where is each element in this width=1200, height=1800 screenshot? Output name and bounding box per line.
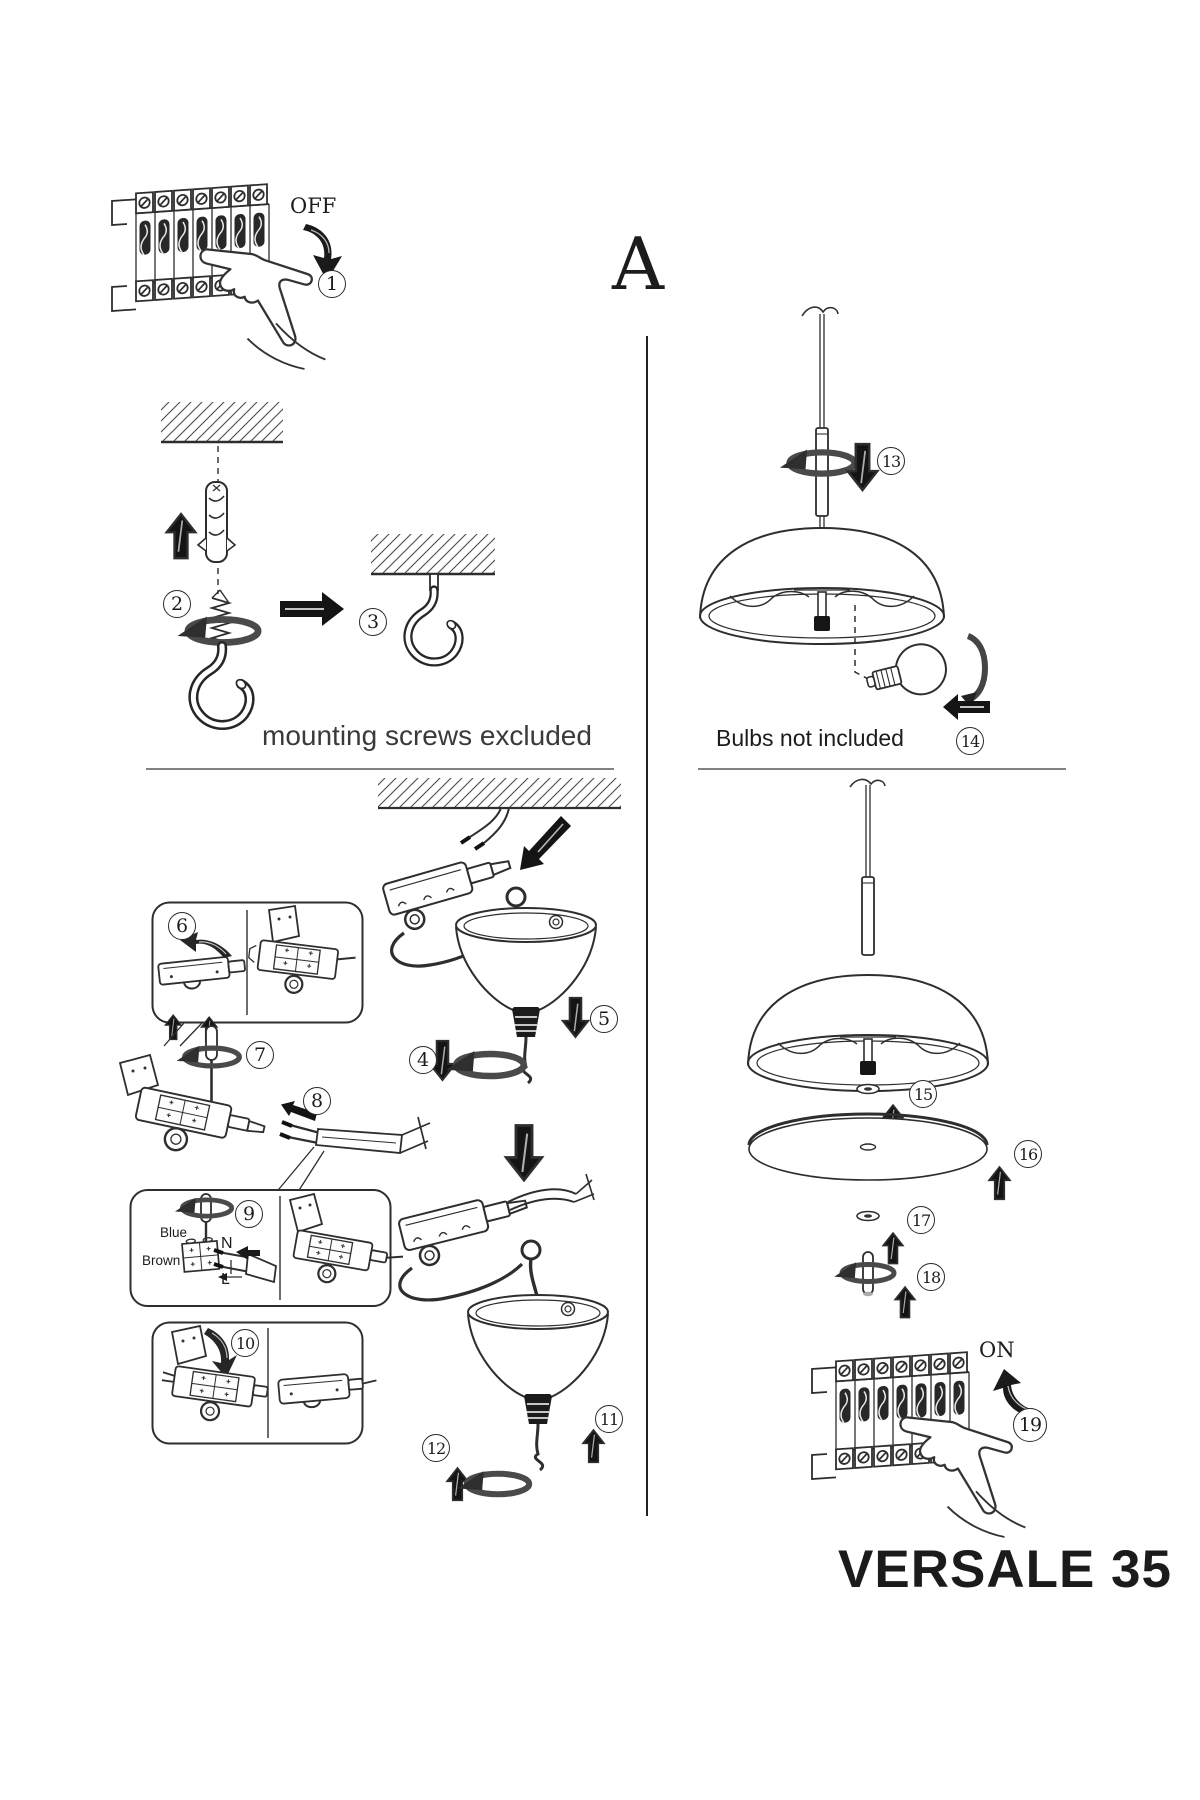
step-marker-10: 10 (231, 1329, 259, 1357)
mounting-note: mounting screws excluded (262, 720, 592, 751)
wall-anchor (198, 482, 235, 562)
down-arrow-icon (506, 1126, 541, 1180)
step-marker-1: 1 (318, 270, 346, 298)
rotate-arrow-icon (450, 1053, 524, 1076)
diffuser-disc (749, 1118, 987, 1180)
proceed-arrow-icon (280, 592, 344, 626)
bulb-rotate-arrow-icon (961, 636, 985, 708)
step-marker-19: 19 (1013, 1408, 1047, 1442)
anchor-hook-installation-illustration (128, 388, 508, 740)
up-arrow-icon (989, 1167, 1010, 1199)
light-bulb (862, 639, 952, 707)
step-marker-18: 18 (917, 1263, 945, 1291)
finial-pin (863, 1252, 873, 1294)
step-marker-7: 7 (246, 1041, 274, 1069)
step-marker-13: 13 (877, 447, 905, 475)
up-arrow-icon (583, 1430, 604, 1462)
terminal-connector (398, 1189, 535, 1270)
live-terminal-label: L (221, 1271, 230, 1288)
screwdriver (206, 1026, 217, 1060)
power-on-label: ON (979, 1338, 1015, 1362)
product-name: VERSALE 35 (838, 1540, 1173, 1599)
installed-hook (408, 574, 459, 662)
rotate-arrow-icon (461, 1473, 529, 1494)
step-marker-4: 4 (409, 1046, 437, 1074)
ceiling-hook (193, 646, 249, 725)
step-marker-16: 16 (1014, 1140, 1042, 1168)
shade-and-bulb-illustration (690, 300, 1005, 730)
up-arrow-icon (895, 1287, 915, 1318)
step-marker-11: 11 (595, 1405, 623, 1433)
step-marker-5: 5 (590, 1005, 618, 1033)
step-marker-15: 15 (909, 1080, 937, 1108)
down-left-arrow-icon (520, 816, 571, 870)
terminal-block (182, 1237, 220, 1272)
step-marker-6: 6 (168, 912, 196, 940)
step-marker-17: 17 (907, 1206, 935, 1234)
step-marker-12: 12 (422, 1434, 450, 1462)
neutral-terminal-label: N (221, 1235, 233, 1252)
connector-lid (172, 1326, 206, 1364)
step-marker-3: 3 (359, 608, 387, 636)
bulbs-note: Bulbs not included (716, 725, 904, 751)
ceiling-hatch (161, 402, 283, 442)
left-separator (146, 768, 614, 770)
power-off-label: OFF (290, 194, 337, 218)
brown-wire-label: Brown (142, 1253, 181, 1268)
section-label: A (612, 222, 664, 306)
blue-wire-label: Blue (160, 1225, 188, 1240)
down-arrow-icon (563, 998, 588, 1037)
up-arrow-icon (167, 514, 196, 558)
right-separator (698, 768, 1066, 770)
step-marker-2: 2 (163, 590, 191, 618)
ceiling-hatch (378, 778, 621, 808)
canopy-raise-illustration (368, 1100, 660, 1500)
step-marker-14: 14 (956, 727, 984, 755)
step-marker-8: 8 (303, 1087, 331, 1115)
up-arrow-icon (883, 1233, 903, 1264)
diffuser-assembly-illustration (690, 775, 1075, 1300)
step-marker-9: 9 (235, 1200, 263, 1228)
ceiling-hatch (371, 534, 495, 574)
